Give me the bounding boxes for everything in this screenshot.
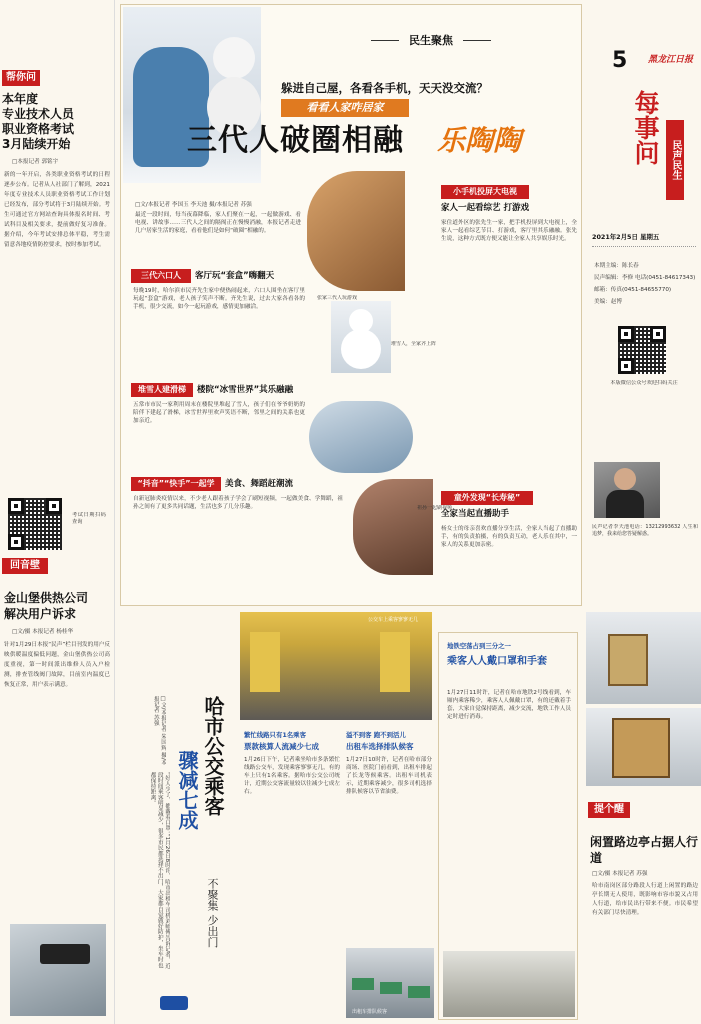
- photo-subway: [443, 951, 575, 1017]
- section-sub-douyin: 美食、舞蹈赶潮流: [225, 479, 294, 489]
- side-tag-remind: 提个醒: [588, 802, 630, 818]
- sub-lead-subway: 乘客人人戴口罩和手套: [447, 656, 547, 667]
- sub-title-bus: 繁忙线路只有1名乘客: [244, 731, 306, 739]
- hotline-credit: 民声编辑：李修 电话(0451-84617343): [594, 275, 696, 281]
- left-column: [0, 0, 112, 1024]
- section-title-screen: 小手机投屏大电视: [441, 185, 529, 199]
- qr-caption-exam: 考试日期扫码查询: [72, 512, 106, 525]
- feature-intro: 最近一段时间，每当夜幕降临，家人们聚在一起，一起做游戏、看电视、讲故事……三代人之间的隔阂正在慢慢消融，本报记者走进几户居家生活的家庭，看看他们是如何“破圈”相融的。: [135, 212, 301, 234]
- feature-subtitle: 躲进自己屋，各看各手机，天天没交流？: [281, 81, 488, 95]
- caption-dance: 祖孙一起刷视频: [417, 505, 453, 511]
- photo-snowman: [331, 301, 391, 373]
- bus-headline-accent: 骤减七成: [175, 750, 199, 830]
- feature-main-title: 三代人破圈相融: [187, 123, 404, 158]
- section-body-snow: 五常市市民一家利用周末在楼院里堆起了雪人，孩子们在爷爷奶奶的陪伴下建起了滑梯，冰雪世界里欢声笑语不断，邻里之间的关系也更加亲近。: [133, 402, 305, 424]
- designer-credit: 美编：赵博: [594, 299, 622, 305]
- caption-taxi: 出租车排队候客: [352, 1009, 388, 1015]
- sub-title-subway: 地铁空荡占到三分之一: [447, 642, 511, 650]
- section-body-screen: 家住道外区的张先生一家，把手机投屏到大电视上，全家人一起看综艺节目、打游戏，客厅里其乐融融。张先生说，这种方式既方便又能让全家人共享娱乐时光。: [441, 220, 577, 242]
- bus-icon: [160, 996, 188, 1010]
- kiosk-story: [586, 612, 701, 1024]
- editor-credit: 本期主编：陈长春: [594, 263, 639, 269]
- reporter-caption: 民声记者李天池电话：13212993632 人生和追梦，我来给您答疑解惑。: [592, 524, 698, 537]
- section-sub-live: 全家当起直播助手: [441, 509, 510, 519]
- subway-box: [438, 632, 578, 1020]
- section-title-douyin: “抖音”“快手”一起学: [131, 477, 221, 491]
- qr-caption-wechat: 本版微信公众号欢迎扫码关注: [610, 380, 678, 386]
- reporter-portrait: [594, 462, 660, 518]
- section-sub-screen: 家人一起看综艺 打游戏: [441, 203, 529, 213]
- column-name-big: 每事问: [631, 90, 660, 165]
- section-title-live: 童外发现“长寿秘”: [441, 491, 533, 505]
- feature-byline: □文/本报记者 李国玉 李天池 摄/本报记者 苏强: [135, 202, 252, 208]
- sub-body-bus: 1月26日下午，记者乘坐哈市多条繁忙线路公交车，发现乘客寥寥无几，有的车上只有1名乘客。据哈市公交公司统计，近期公交客流量较以往减少七成左右。: [244, 757, 340, 795]
- side-byline-kiosk: □文/摄 本报记者 苏强: [592, 871, 648, 877]
- email-credit: 邮箱：传真(0451-84655770): [594, 287, 672, 293]
- sub-body-subway: 1月27日11时许，记者在哈市地铁2号线看到，车厢内乘客稀少，乘客人人佩戴口罩，有的还戴着手套，大家自觉保持距离，减少交流，地铁工作人员定时进行消毒。: [447, 690, 571, 720]
- caption-snowman: 堆雪人，全家齐上阵: [391, 341, 437, 347]
- qr-code-wechat: [618, 326, 666, 374]
- issue-date: 2021年2月5日 星期五: [592, 233, 660, 241]
- article-heating: 针对1月29日本报“民声”栏目刊发的用户反映供暖温度偏低问题，金山堡供热公司高度重视，第一时间派出维修人员入户检测，排查管线阀门故障，目前室内温度已恢复正常，用户表示满意。: [4, 642, 110, 688]
- bus-byline: □文/本报记者 朱国辉 摄/本报记者 苏强: [152, 696, 166, 766]
- sub-lead-taxi: 出租车选择排队候客: [346, 742, 414, 751]
- masthead-column: [588, 0, 701, 600]
- column-label-minsheng: 民生聚焦: [371, 29, 491, 53]
- photo-empty-bus: [240, 612, 432, 720]
- photo-kiosk-1: [586, 612, 701, 704]
- section-title-snow: 堆雪人建滑梯: [131, 383, 193, 397]
- feature-title-accent: 乐陶陶: [437, 124, 522, 157]
- section-tag-ask: 帮你问: [2, 70, 40, 86]
- bus-story: [120, 612, 580, 1024]
- sub-title-taxi: 溢不到客 跑不到活儿: [346, 731, 406, 739]
- column-name-small: 民声民生: [666, 120, 684, 200]
- bus-headline-main: 哈市公交乘客: [201, 696, 225, 816]
- page-number: 5: [612, 48, 628, 73]
- side-body-kiosk: 哈市南岗区部分路段人行道上闲置的路边亭长期无人使用，既影响市容市貌又占用人行道，给市民出行带来不便。市民希望有关部门尽快清理。: [592, 883, 698, 916]
- paper-name-logo: 黑龙江日报: [648, 55, 694, 65]
- section-title-six: 三代六口人: [131, 269, 191, 283]
- byline-exam: □本报记者 郭铭宇: [12, 159, 59, 165]
- photo-slide: [309, 401, 413, 473]
- section-body-live: 杨女士的母亲喜欢直播分享生活，全家人当起了直播助手，有的负责拍摄，有的负责互动，老人乐在其中，一家人的关系更加亲密。: [441, 526, 577, 548]
- feature-ribbon: 看看人家咋居家: [281, 99, 409, 117]
- photo-family-game: [307, 171, 405, 291]
- caption-family-game: 张家三代人玩游戏: [317, 295, 358, 301]
- byline-heating: □文/摄 本报记者 杨桂华: [12, 629, 74, 635]
- caption-bus: 公交车上乘客寥寥无几: [368, 617, 419, 623]
- headline-exam: 本年度 专业技术人员 职业资格考试 3月陆续开始: [2, 92, 75, 151]
- section-sub-snow: 楼院“冰雪世界”其乐融融: [197, 385, 294, 395]
- headline-heating: 金山堡供热公司 解决用户诉求: [4, 591, 89, 621]
- section-sub-six: 客厅玩“套盒”嗨翻天: [195, 271, 275, 281]
- article-exam: 新的一年开启，各类职业资格考试的日程逐步公布。记者从人社部门了解到，2021年度专业技术人员职业资格考试工作计划已经发布，部分考试将于3月陆续开始。考生可通过官方网站查询具体报名时间、考试科目及相关要求，提前做好复习准备。据介绍，今年考试安排总体平稳，考生需留意各地疫情防控要求，按时参加考试。: [4, 172, 110, 248]
- sub-body-taxi: 1月27日10时许，记者在哈市部分商场、医院门前看到，出租车排起了长龙等候乘客。出租车司机表示，近期乘客减少，很多司机选择排队候客以节省油费。: [346, 757, 432, 795]
- photo-dance: [353, 479, 433, 575]
- sub-lead-bus: 票款核算人流减少七成: [244, 742, 319, 751]
- bus-headline-sub: 不聚集 少出门: [206, 878, 219, 948]
- bus-headline-block: [120, 692, 230, 992]
- feature-section: [120, 4, 582, 606]
- section-body-douyin: 自新冠肺炎疫情以来，不少老人跟着孩子学会了刷短视频，一起做美食、学舞蹈，祖孙之间有了更多共同话题，生活也多了几分乐趣。: [133, 496, 343, 510]
- masthead-rule: [592, 246, 696, 247]
- section-tag-echo: 回音壁: [2, 558, 48, 574]
- qr-code-exam: [8, 498, 62, 550]
- bus-lead-text: “好人少了，都戴着口罩。”1月26日8时许，哈市出租车司机刘师傅告诉记者，近段时间乘客明显减少，很多市民都选择不出门，大家都自觉做好防护，坐车时也都保持距离。: [149, 772, 170, 969]
- column-divider: [114, 0, 115, 1024]
- section-body-six: 每晚19时，哈尔滨市民齐先生家中便热闹起来，六口人围坐在客厅里玩起“套盒”游戏，老人孩子笑声不断。齐先生说，过去大家各看各的手机，很少交流，如今一起玩游戏，感情更加融洽。: [133, 288, 305, 310]
- thermometer-photo: [10, 924, 106, 1016]
- photo-kiosk-2: [586, 708, 701, 786]
- side-headline-kiosk: 闲置路边亭占据人行道: [590, 835, 699, 865]
